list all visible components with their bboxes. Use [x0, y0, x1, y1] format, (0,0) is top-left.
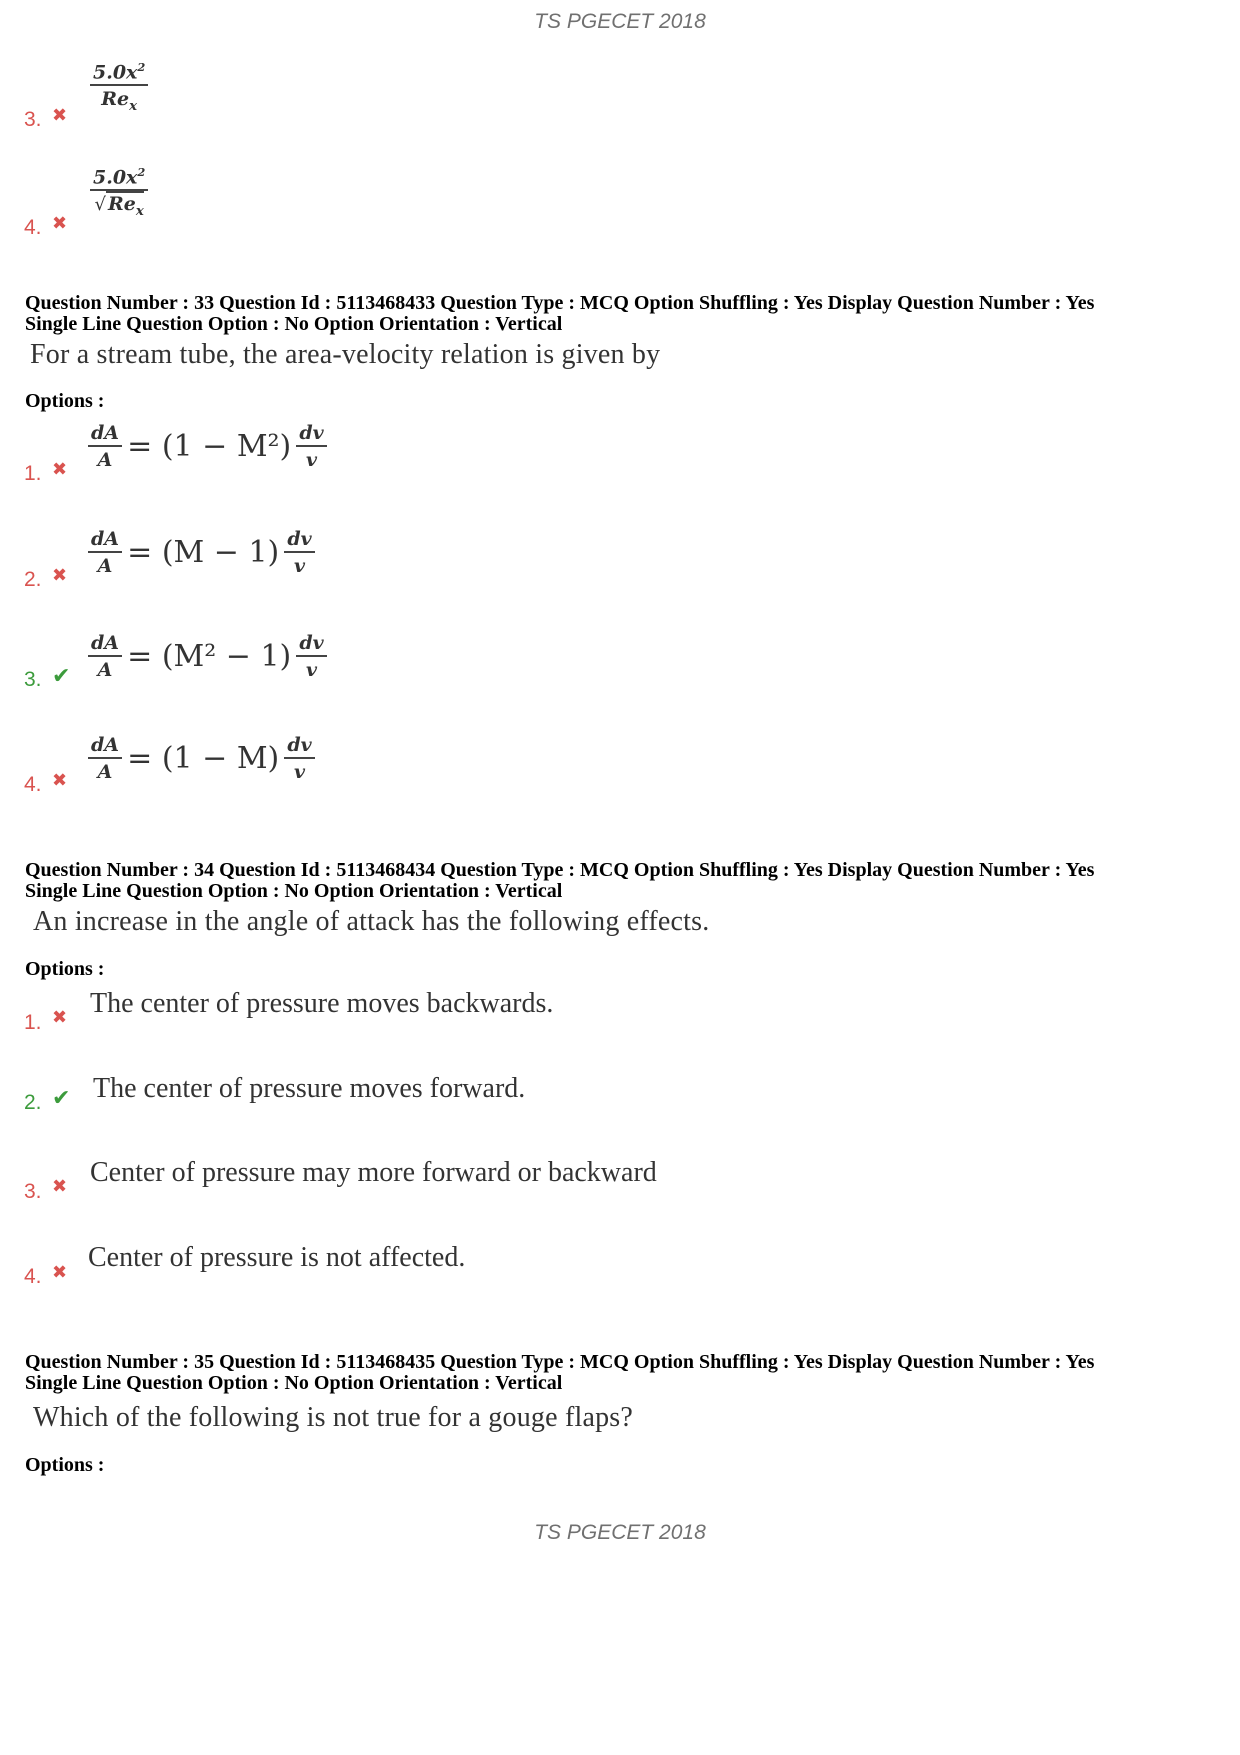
wrong-mark-icon: ✖ [52, 213, 68, 234]
wrong-mark-icon: ✖ [52, 1176, 68, 1197]
q34-option-3-number: 3. [24, 1180, 42, 1203]
wrong-mark-icon: ✖ [52, 1007, 68, 1028]
question-34-text: An increase in the angle of attack has the following effects. [33, 906, 710, 937]
q33-option-4-formula: $\frac{dA}{A}$ = (1 − M) $\frac{dv}{v}$ [88, 734, 315, 783]
q34-option-2-number: 2. [24, 1091, 42, 1114]
q33-option-2-number: 2. [24, 568, 42, 591]
correct-mark-icon: ✔ [52, 664, 71, 689]
wrong-mark-icon: ✖ [52, 105, 68, 126]
question-33-text: For a stream tube, the area-velocity relation is given by [30, 339, 661, 370]
q34-option-1-text: The center of pressure moves backwards. [90, 988, 554, 1019]
prev-option-3-formula: $\frac{5.0x^2}{Re_x}$ [90, 60, 148, 114]
prev-option-3-number: 3. [24, 108, 42, 131]
question-33-meta: Question Number : 33 Question Id : 5113468433 Question Type : MCQ Option Shuffling : Yes Display Question Number : Yes Single Line Question Option : No Option Orientation : Vertical [25, 292, 1095, 335]
q33-option-1-formula: $\frac{dA}{A}$ = (1 − M²) $\frac{dv}{v}$ [88, 422, 327, 471]
q33-option-1-number: 1. [24, 462, 42, 485]
question-33-options-label: Options : [25, 390, 105, 412]
q34-option-3-text: Center of pressure may more forward or backward [90, 1157, 657, 1188]
correct-mark-icon: ✔ [52, 1086, 71, 1111]
wrong-mark-icon: ✖ [52, 565, 68, 586]
question-35-options-label: Options : [25, 1454, 105, 1476]
wrong-mark-icon: ✖ [52, 1262, 68, 1283]
q34-option-4-number: 4. [24, 1265, 42, 1288]
page-footer: TS PGECET 2018 [534, 1521, 706, 1544]
q33-option-2-formula: $\frac{dA}{A}$ = (M − 1) $\frac{dv}{v}$ [88, 528, 315, 577]
wrong-mark-icon: ✖ [52, 459, 68, 480]
q34-option-4-text: Center of pressure is not affected. [88, 1242, 466, 1273]
prev-option-4-number: 4. [24, 216, 42, 239]
q34-option-2-text: The center of pressure moves forward. [93, 1073, 526, 1104]
question-34-meta: Question Number : 34 Question Id : 5113468434 Question Type : MCQ Option Shuffling : Yes Display Question Number : Yes Single Line Question Option : No Option Orientation : Vertical [25, 859, 1095, 902]
wrong-mark-icon: ✖ [52, 770, 68, 791]
page-header: TS PGECET 2018 [534, 10, 706, 33]
q33-option-3-formula: $\frac{dA}{A}$ = (M² − 1) $\frac{dv}{v}$ [88, 632, 327, 681]
q33-option-3-number: 3. [24, 668, 42, 691]
question-34-options-label: Options : [25, 958, 105, 980]
question-35-text: Which of the following is not true for a gouge flaps? [33, 1402, 633, 1433]
q33-option-4-number: 4. [24, 773, 42, 796]
q34-option-1-number: 1. [24, 1011, 42, 1034]
question-35-meta: Question Number : 35 Question Id : 5113468435 Question Type : MCQ Option Shuffling : Yes Display Question Number : Yes Single Line Question Option : No Option Orientation : Vertical [25, 1351, 1095, 1394]
prev-option-4-formula: $\frac{5.0x^2}{√ Re_x}$ [90, 165, 148, 219]
